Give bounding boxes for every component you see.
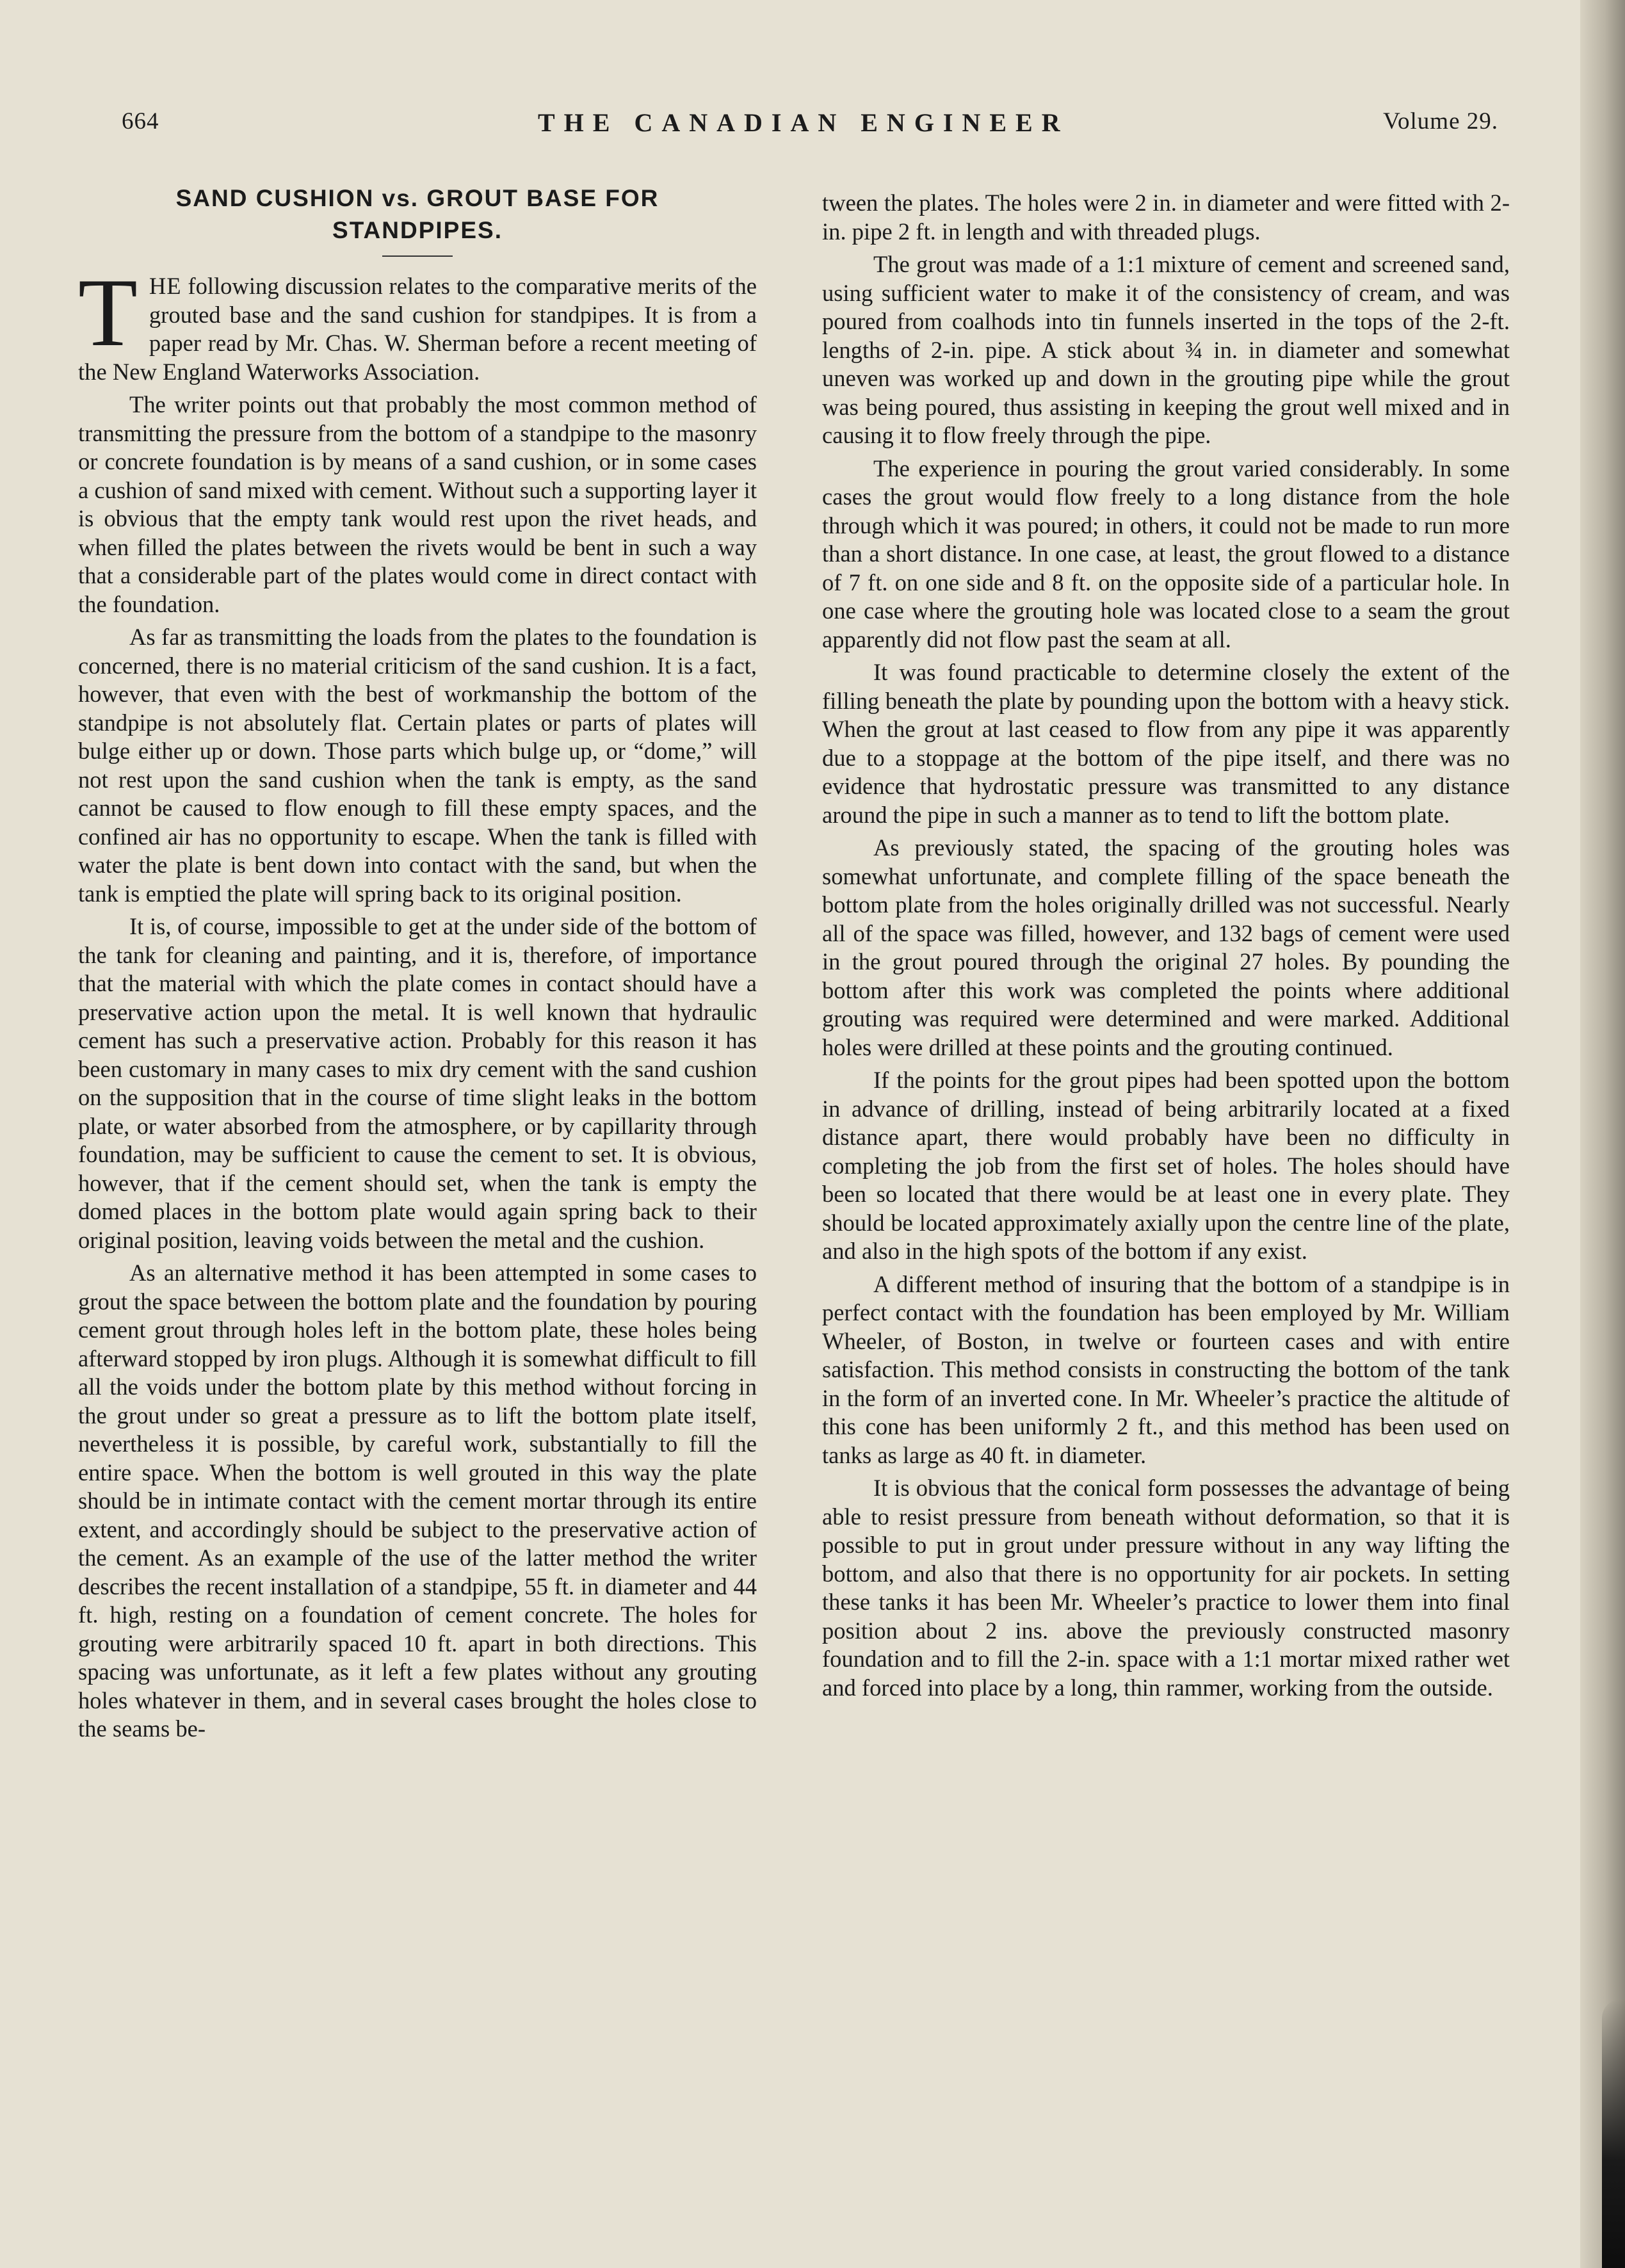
running-header — [122, 108, 1498, 152]
body-paragraph: The grout was made of a 1:1 mixture of cement and screened sand, using sufficient water to make it of the consistency of cream, and was poured from coalhods into tin funnels inserted in the tops of the 2-ft. lengths of 2-in. pipe. A stick about ¾ in. in diameter and somewhat uneven was worked up and down in the grouting pipe while the grout was being poured, thus assisting in keeping the grout well mixed and in causing it to flow freely through the pipe. — [822, 251, 1510, 448]
right-column — [822, 189, 1510, 1706]
body-paragraph: A different method of insuring that the bottom of a standpipe is in perfect contact with the foundation has been employed by Mr. William Wheeler, of Boston, in twelve or fourteen cases and with entire satisfaction. This method consists in constructing the bottom of the tank in the form of an inverted cone. In Mr. Wheeler’s practice the altitude of this cone has been uniformly 2 ft., and this method has been used on tanks as large as 40 ft. in diameter. — [822, 1270, 1510, 1468]
binding-shadow — [1602, 1999, 1625, 2268]
drop-cap: T — [78, 259, 138, 366]
body-paragraph: As previously stated, the spacing of the grouting holes was somewhat unfortunate, and complete filling of the space beneath the bottom plate from the holes originally drilled was not successful. Nearly all of the space was filled, however, and 132 bags of cement were used in the grout poured through the original 27 holes. By pounding the bottom after this work was completed the points where additional grouting was required were determined and were marked. Additional holes were drilled at these points and the grouting continued. — [822, 834, 1510, 1060]
body-paragraph: As far as transmitting the loads from the plates to the foundation is concerned, there is no material criticism of the sand cushion. It is a fact, however, that even with the best of workmanship the bottom of the standpipe is not absolutely flat. Certain plates or parts of plates will bulge either up or down. Those parts which bulge up, or “dome,” will not rest upon the sand cushion when the tank is empty, as the sand cannot be caused to flow enough to fill these empty spaces, and the confined air has no opportunity to escape. When the tank is filled with water the plate is bent down into contact with the sand, but when the tank is emptied the plate will spring back to its original position. — [78, 624, 757, 907]
body-paragraph: It is obvious that the conical form possesses the advantage of being able to resist pressure from beneath without deformation, so that it is possible to put in grout under pressure without in any way lifting the bottom, and also that there is no opportunity for air pockets. In setting these tanks it has been Mr. Wheeler’s practice to lower them into final position about 2 ins. above the previously constructed masonry foundation and to fill the 2-in. space with a 1:1 mortar mixed rather wet and forced into place by a long, thin rammer, working from the outside. — [822, 1475, 1510, 1701]
article-title-line-1: SAND CUSHION vs. GROUT BASE FOR — [175, 185, 659, 211]
body-paragraph: If the points for the grout pipes had been spotted upon the bottom in advance of drilling, instead of being arbitrarily located at a fixed distance apart, there would probably have been no difficulty in completing the job from the first set of holes. The holes should have been so located that there would be at least one in every plate. They should be located approximately axially upon the centre line of the plate, and also in the high spots of the bottom if any exist. — [822, 1067, 1510, 1264]
lead-text: following discussion relates to the comparative merits of the grouted base and the sand cushion for standpipes. It is from a paper read by Mr. Chas. W. Sherman before a recent meeting of the New England Waterworks Association. — [78, 273, 757, 385]
body-paragraph: It was found practicable to determine closely the extent of the filling beneath the plate by pounding upon the bottom with a heavy stick. When the grout at last ceased to flow from any pipe it was apparently due to a stoppage at the bottom of the pipe itself, and there was no evidence that hydrostatic pressure was transmitted to any distance around the pipe in such a manner as to tend to lift the bottom plate. — [822, 659, 1510, 828]
body-paragraph: It is, of course, impossible to get at the under side of the bottom of the tank for cleaning and painting, and it is, therefore, of importance that the material with which the plate comes in contact should have a preservative action upon the metal. It is well known that hydraulic cement has such a preservative action. Probably for this reason it has been customary in many cases to mix dry cement with the sand cushion on the supposition that in the course of time slight leaks in the bottom plate, or water absorbed from the atmosphere, or by capillarity through foundation, may be sufficient to cause the cement to set. It is obvious, however, that if the cement should set, when the tank is empty the domed places in the bottom plate would again spring back to their original position, leaving voids between the metal and the cushion. — [78, 913, 757, 1253]
title-divider — [382, 255, 453, 257]
lead-first-word: HE — [149, 273, 182, 299]
article-title-line-2: STANDPIPES. — [332, 217, 503, 243]
volume-label: Volume 29. — [1383, 108, 1498, 134]
page-number: 664 — [122, 108, 159, 134]
left-column — [78, 182, 757, 1748]
lead-paragraph — [78, 259, 757, 386]
page-edge-shadow — [1580, 0, 1625, 2268]
article-title — [78, 182, 757, 247]
body-paragraph: The experience in pouring the grout varied considerably. In some cases the grout would flow freely to a long distance from the hole through which it was poured; in others, it could not be made to run more than a short distance. In one case, at least, the grout flowed to a distance of 7 ft. on one side and 8 ft. on the opposite side of a particular hole. In one case where the grouting hole was located close to a seam the grout apparently did not flow past the seam at all. — [822, 455, 1510, 652]
body-paragraph: The writer points out that probably the most common method of transmitting the pressure from the bottom of a standpipe to the masonry or concrete foundation is by means of a sand cushion, or in some cases a cushion of sand mixed with cement. Without such a supporting layer it is obvious that the empty tank would rest upon the rivet heads, and when filled the plates between the rivets would be bent in such a way that a considerable part of the plates would come in direct contact with the foundation. — [78, 391, 757, 617]
body-paragraph: As an alternative method it has been attempted in some cases to grout the space between the bottom plate and the foundation by pouring cement grout through holes left in the bottom plate, these holes being afterward stopped by iron plugs. Although it is somewhat difficult to fill all the voids under the bottom plate by this method without forcing in the grout under so great a pressure as to lift the bottom plate itself, nevertheless it is possible, by careful work, substantially to fill the entire space. When the bottom is well grouted in this way the plate should be in intimate contact with the cement mortar through its entire extent, and accordingly should be subject to the preservative action of the cement. As an example of the use of the latter method the writer describes the recent installation of a standpipe, 55 ft. in diameter and 44 ft. high, resting on a foundation of cement concrete. The holes for grouting were arbitrarily spaced 10 ft. apart in both directions. This spacing was unfortunate, as it left a few plates without any grouting holes whatever in them, and in several cases brought the holes close to the seams be- — [78, 1260, 757, 1742]
continued-paragraph: tween the plates. The holes were 2 in. in diameter and were fitted with 2-in. pipe 2 ft. in length and with threaded plugs. — [822, 190, 1510, 245]
journal-title: THE CANADIAN ENGINEER — [538, 108, 1069, 137]
